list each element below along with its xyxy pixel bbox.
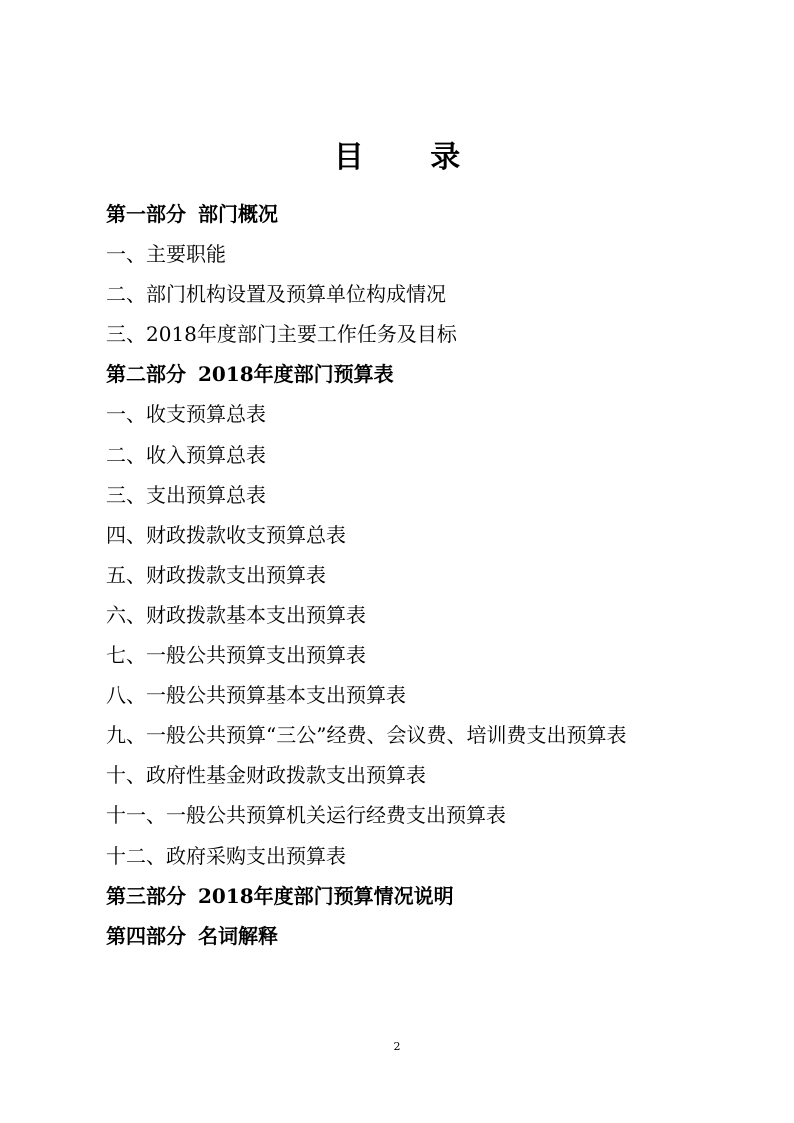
toc-entry-text: 二、收入预算总表 — [106, 442, 266, 467]
toc-part-heading — [106, 354, 626, 394]
toc-entry-text: 三、2018年度部门主要工作任务及目标 — [106, 322, 457, 347]
toc-entry-text: 十一、一般公共预算机关运行经费支出预算表 — [106, 803, 506, 828]
toc-item — [106, 234, 626, 274]
toc-part-label: 第四部分 — [106, 923, 186, 948]
toc-entry-text: 三、支出预算总表 — [106, 482, 266, 507]
toc-entry-text: 部门概况 — [198, 202, 278, 226]
toc-item — [106, 314, 626, 354]
toc-item — [106, 595, 626, 635]
toc-item — [106, 836, 626, 876]
toc-part-label: 第二部分 — [106, 362, 186, 387]
toc-item — [106, 635, 626, 675]
toc-entry-text: 十二、政府采购支出预算表 — [106, 843, 346, 868]
toc-part-label: 第三部分 — [106, 883, 186, 908]
toc-entry-text: 八、一般公共预算基本支出预算表 — [106, 683, 406, 708]
toc-entry-text: 五、财政拨款支出预算表 — [106, 562, 326, 587]
toc-item — [106, 675, 626, 715]
toc-entry-text: 名词解释 — [198, 923, 278, 948]
toc-part-heading — [106, 876, 626, 916]
toc-entry-text: 九、一般公共预算“三公”经费、会议费、培训费支出预算表 — [106, 723, 627, 748]
toc-entry-text: 一、主要职能 — [106, 242, 226, 267]
toc-item — [106, 475, 626, 515]
toc-entry-text: 一、收支预算总表 — [106, 402, 266, 427]
toc-item — [106, 715, 626, 755]
toc-entry-text: 2018年度部门预算情况说明 — [198, 883, 454, 908]
toc-entry-text: 二、部门机构设置及预算单位构成情况 — [106, 282, 446, 307]
toc-part-heading — [106, 194, 626, 234]
table-of-contents — [106, 194, 626, 956]
toc-entry-text: 七、一般公共预算支出预算表 — [106, 643, 366, 668]
toc-item — [106, 555, 626, 595]
toc-part-label: 第一部分 — [106, 202, 186, 226]
toc-item — [106, 274, 626, 314]
toc-entry-text: 十、政府性基金财政拨款支出预算表 — [106, 763, 426, 788]
toc-item — [106, 515, 626, 555]
toc-part-heading — [106, 916, 626, 956]
page-title: 目 录 — [333, 140, 489, 176]
toc-item — [106, 435, 626, 475]
toc-item — [106, 795, 626, 835]
toc-item — [106, 394, 626, 434]
toc-entry-text: 六、财政拨款基本支出预算表 — [106, 602, 366, 627]
toc-entry-text: 四、财政拨款收支预算总表 — [106, 522, 346, 547]
page-number: 2 — [393, 1040, 401, 1053]
toc-item — [106, 755, 626, 795]
toc-entry-text: 2018年度部门预算表 — [198, 362, 394, 387]
